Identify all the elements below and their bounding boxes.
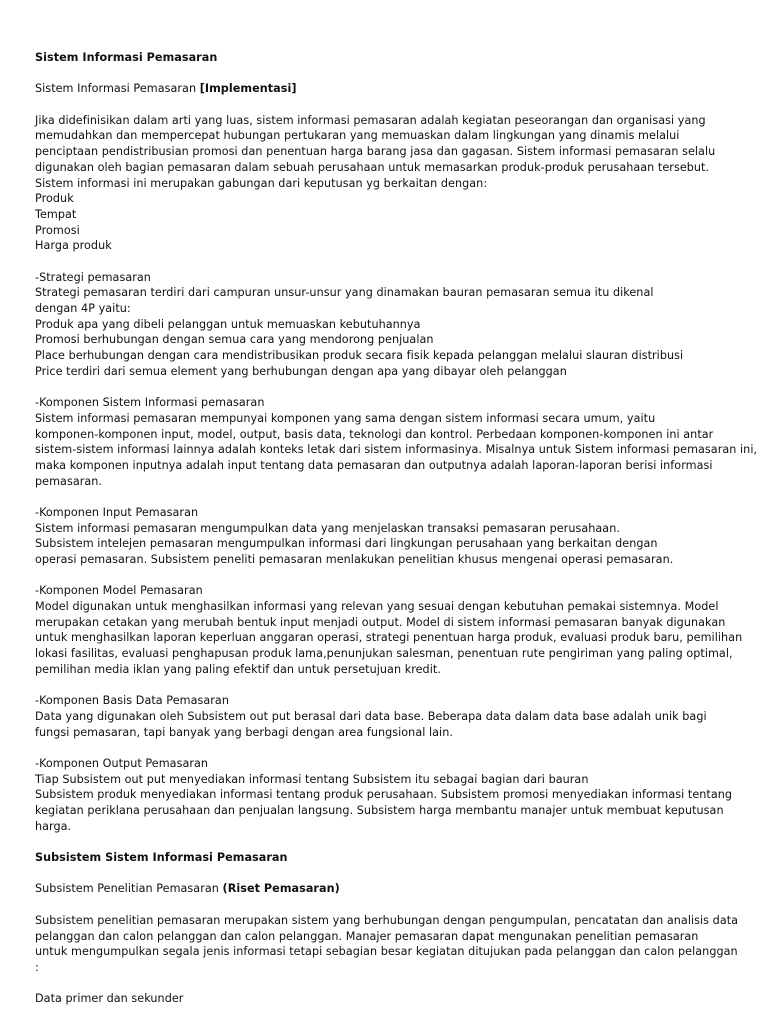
paragraph-line: Subsistem produk menyediakan informasi tentang produk perusahaan. Subsistem promosi menyediakan informasi tentang — [35, 788, 733, 802]
paragraph-line: merupakan cetakan yang merubah bentuk input menjadi output. Model di sistem informasi pemasaran banyak digunakan — [35, 615, 726, 629]
subsistem-title: Subsistem Sistem Informasi Pemasaran — [35, 851, 288, 865]
spacer — [35, 489, 735, 505]
paragraph-line: Subsistem intelejen pemasaran mengumpulkan informasi dari lingkungan perusahaan yang berkaitan dengan — [35, 537, 658, 551]
paragraph-line: maka komponen inputnya adalah input tentang data pemasaran dan outputnya adalah laporan-laporan berisi informasi — [35, 458, 713, 472]
paragraph-line: Promosi berhubungan dengan semua cara yang mendorong penjualan — [35, 333, 434, 347]
paragraph-line: untuk mengumpulkan segala jenis informasi tetapi sebagian besar kegiatan ditujukan pada pelanggan dan calon pelanggan — [35, 945, 738, 959]
paragraph-line: memudahkan dan mempercepat hubungan pertukaran yang memuaskan dalam lingkungan yang dinamis melalui — [35, 129, 680, 143]
komponen-input-section — [35, 505, 735, 568]
spacer — [35, 866, 735, 882]
spacer — [35, 834, 735, 850]
paragraph-line: Sistem informasi pemasaran mempunyai komponen yang sama dengan sistem informasi secara umum, yaitu — [35, 411, 656, 425]
subtitle-text: Sistem Informasi Pemasaran — [35, 82, 200, 96]
paragraph-line: Sistem informasi ini merupakan gabungan dari keputusan yg berkaitan dengan: — [35, 176, 488, 190]
spacer — [35, 897, 735, 913]
paragraph-line: Jika didefinisikan dalam arti yang luas, sistem informasi pemasaran adalah kegiatan peseorangan dan organisasi yang — [35, 113, 706, 127]
spacer — [35, 254, 735, 270]
paragraph-line: Sistem informasi pemasaran mengumpulkan data yang menjelaskan transaksi pemasaran perusahaan. — [35, 521, 620, 535]
paragraph-line: digunakan oleh bagian pemasaran dalam sebuah perusahaan untuk memasarkan produk-produk perusahaan tersebut. — [35, 160, 710, 174]
document-page — [35, 50, 758, 1007]
paragraph-line: Data yang digunakan oleh Subsistem out put berasal dari data base. Beberapa data dalam data base adalah unik bagi — [35, 709, 707, 723]
paragraph-line: Place berhubungan dengan cara mendistribusikan produk secara fisik kepada pelanggan melalui slauran distribusi — [35, 349, 684, 363]
list-item: Promosi — [35, 223, 80, 237]
paragraph-line: dengan 4P yaitu: — [35, 302, 131, 315]
section-heading: -Strategi pemasaran — [35, 270, 151, 284]
paragraph-line: : — [35, 960, 39, 974]
section-heading: -Komponen Basis Data Pemasaran — [35, 694, 229, 708]
komponen-output-section — [35, 756, 735, 834]
subtitle-bold: [Implementasi] — [199, 82, 297, 96]
paragraph-line: penciptaan pendistribusian promosi dan penentuan harga barang jasa dan gagasan. Sistem informasi pemasaran selalu — [35, 145, 716, 159]
spacer — [35, 976, 735, 992]
list-item: Produk — [35, 192, 74, 206]
paragraph-line: fungsi pemasaran, tapi banyak yang berbagi dengan area fungsional lain. — [35, 725, 453, 739]
paragraph-line: pemasaran. — [35, 474, 103, 488]
penelitian-heading — [35, 881, 735, 897]
komponen-basis-section — [35, 693, 735, 740]
document-subtitle — [35, 81, 735, 97]
spacer — [35, 568, 735, 584]
paragraph-line: Produk apa yang dibeli pelanggan untuk memuaskan kebutuhannya — [35, 317, 421, 331]
paragraph-line: Strategi pemasaran terdiri dari campuran unsur-unsur yang dinamakan bauran pemasaran semua itu dikenal — [35, 286, 654, 300]
paragraph-line: untuk menghasilkan laporan keperluan anggaran operasi, strategi penentuan harga produk, evaluasi produk baru, pemilihan — [35, 631, 743, 645]
section-heading: -Komponen Sistem Informasi pemasaran — [35, 396, 265, 410]
paragraph-line: komponen-komponen input, model, output, basis data, teknologi dan kontrol. Perbedaan komponen-komponen ini antar — [35, 427, 714, 441]
spacer — [35, 740, 735, 756]
paragraph-line: sistem-sistem informasi lainnya adalah konteks letak dari sistem informasinya. Misalnya untuk Sistem informasi pemasaran ini, — [35, 443, 758, 457]
paragraph-line: Price terdiri dari semua element yang berhubungan dengan apa yang dibayar oleh pelanggan — [35, 364, 567, 378]
paragraph-line: operasi pemasaran. Subsistem peneliti pemasaran menlakukan penelitian khusus mengenai operasi pemasaran. — [35, 553, 674, 566]
data-primer-heading: Data primer dan sekunder — [35, 992, 184, 1006]
spacer — [35, 97, 735, 113]
paragraph-line: Tiap Subsistem out put menyediakan informasi tentang Subsistem itu sebagai bagian dari bauran — [35, 772, 589, 786]
strategi-section — [35, 270, 735, 380]
paragraph-line: kegiatan periklana perusahaan dan penjualan langsung. Subsistem harga membantu manajer untuk membuat keputusan — [35, 804, 724, 817]
list-item: Tempat — [35, 207, 77, 221]
paragraph-line: Subsistem penelitian pemasaran merupakan sistem yang berhubungan dengan pengumpulan, pencatatan dan analisis data — [35, 913, 739, 927]
komponen-model-section — [35, 583, 743, 677]
list-item: Harga produk — [35, 239, 112, 253]
intro-paragraph — [35, 113, 735, 254]
document-title: Sistem Informasi Pemasaran — [35, 51, 218, 64]
paragraph-line: harga. — [35, 819, 72, 833]
penelitian-heading-bold: (Riset Pemasaran) — [222, 882, 340, 896]
paragraph-line: lokasi fasilitas, evaluasi penghapusan produk lama,penunjukan salesman, penentuan rute pengiriman yang paling optimal, — [35, 647, 733, 661]
spacer — [35, 678, 735, 694]
spacer — [35, 379, 735, 395]
paragraph-line: Model digunakan untuk menghasilkan informasi yang relevan yang sesuai dengan kebutuhan pemakai sistemnya. Model — [35, 600, 719, 614]
penelitian-paragraph — [35, 913, 739, 976]
paragraph-line: pemilihan media iklan yang paling efektif dan untuk persetujuan kredit. — [35, 662, 441, 676]
penelitian-heading-text: Subsistem Penelitian Pemasaran — [35, 882, 223, 896]
section-heading: -Komponen Input Pemasaran — [35, 505, 199, 519]
paragraph-line: pelanggan dan calon pelanggan dan calon pelanggan. Manajer pemasaran dapat mengunakan penelitian pemasaran — [35, 929, 699, 943]
komponen-sistem-section — [35, 395, 758, 489]
spacer — [35, 66, 735, 82]
section-heading: -Komponen Output Pemasaran — [35, 756, 209, 770]
section-heading: -Komponen Model Pemasaran — [35, 584, 203, 598]
